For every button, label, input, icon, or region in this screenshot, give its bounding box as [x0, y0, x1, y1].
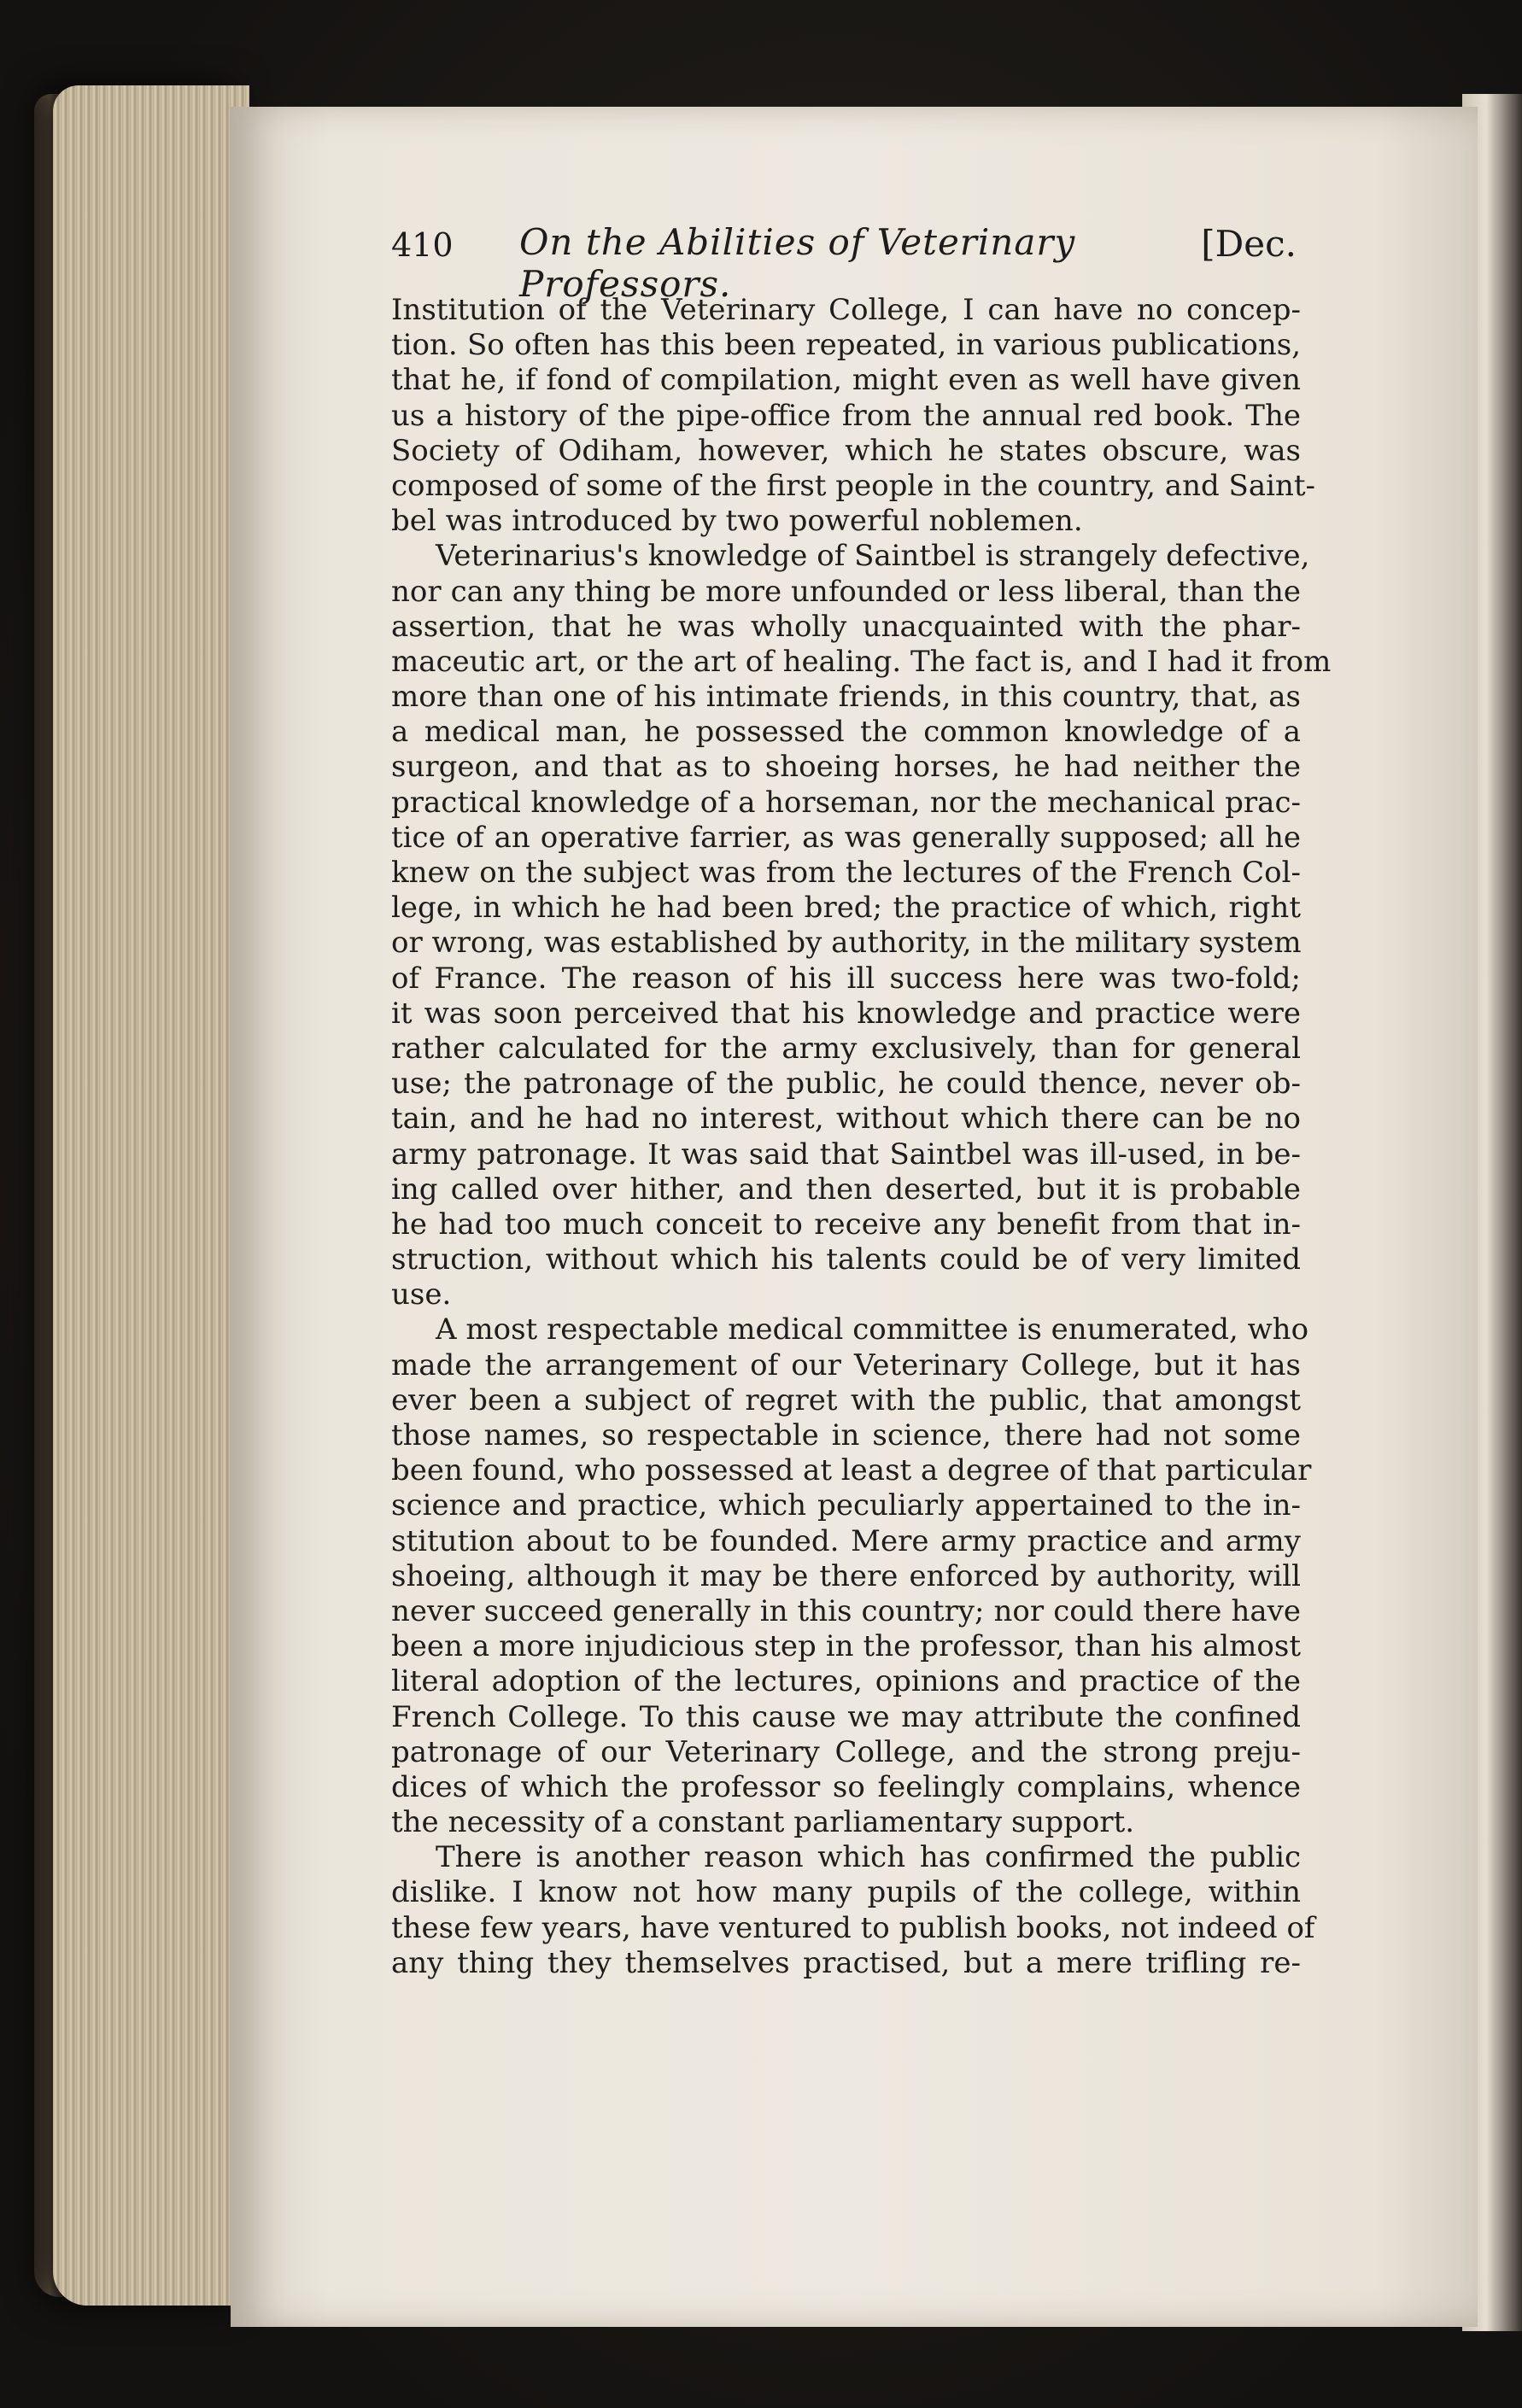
text-line: Society of Odiham, however, which he states obscure, was [391, 433, 1301, 468]
text-line: or wrong, was established by authority, in the military system [391, 926, 1302, 961]
text-line: shoeing, although it may be there enforced by authority, will [391, 1558, 1301, 1593]
text-line: rather calculated for the army exclusively, than for general [391, 1031, 1301, 1066]
text-line: tion. So often has this been repeated, in various publications, [391, 328, 1301, 363]
text-line: army patronage. It was said that Saintbel was ill-used, in be- [391, 1137, 1301, 1172]
text-line: literal adoption of the lectures, opinions and practice of the [391, 1664, 1301, 1699]
body-text [391, 293, 1332, 1981]
text-line: dislike. I know not how many pupils of the college, within [391, 1875, 1301, 1910]
text-line: more than one of his intimate friends, in this country, that, as [391, 680, 1301, 715]
text-line: a medical man, he possessed the common knowledge of a [391, 715, 1301, 750]
text-line: Veterinarius's knowledge of Saintbel is strangely defective, [436, 539, 1310, 574]
text-line: composed of some of the first people in the country, and Saint- [391, 468, 1316, 503]
text-line: been a more injudicious step in the professor, than his almost [391, 1629, 1301, 1664]
text-line: science and practice, which peculiarly appertained to the in- [391, 1488, 1301, 1523]
text-line: us a history of the pipe-office from the annual red book. The [391, 398, 1301, 433]
text-line: been found, who possessed at least a degree of that particular [391, 1453, 1312, 1488]
text-line: There is another reason which has confirmed the public [436, 1840, 1301, 1875]
text-line: surgeon, and that as to shoeing horses, he had neither the [391, 750, 1301, 785]
text-line: those names, so respectable in science, there had not some [391, 1418, 1301, 1452]
text-line: never succeed generally in this country; nor could there have [391, 1593, 1301, 1628]
header-date: [Dec. [1201, 223, 1297, 265]
text-line: made the arrangement of our Veterinary College, but it has [391, 1347, 1301, 1382]
text-line: French College. To this cause we may attribute the confined [391, 1699, 1301, 1734]
running-title: On the Abilities of Veterinary Professors. [519, 221, 1076, 305]
text-line: A most respectable medical committee is enumerated, who [436, 1312, 1309, 1347]
text-line: it was soon perceived that his knowledge and practice were [391, 996, 1301, 1031]
text-line: use; the patronage of the public, he could thence, never ob- [391, 1067, 1301, 1102]
text-line: ing called over hither, and then deserted, but it is probable [391, 1172, 1301, 1207]
text-line: ever been a subject of regret with the public, that amongst [391, 1382, 1301, 1417]
text-line: dices of which the professor so feelingly complains, whence [391, 1769, 1301, 1804]
text-line: maceutic art, or the art of healing. The fact is, and I had it from [391, 644, 1332, 679]
page-block-edges [53, 85, 249, 2306]
text-line: any thing they themselves practised, but a mere trifling re- [391, 1945, 1301, 1980]
text-line: struction, without which his talents could be of very limited [391, 1242, 1301, 1277]
text-line: lege, in which he had been bred; the practice of which, right [391, 891, 1301, 926]
text-line: patronage of our Veterinary College, and the strong preju- [391, 1734, 1301, 1769]
text-line: the necessity of a constant parliamentary support. [391, 1805, 1135, 1840]
text-line: Institution of the Veterinary College, I can have no concep- [391, 293, 1301, 327]
text-line: tain, and he had no interest, without which there can be no [391, 1102, 1301, 1137]
text-line: that he, if fond of compilation, might even as well have given [391, 363, 1301, 398]
page-header [391, 219, 1297, 305]
text-line: use. [391, 1277, 452, 1312]
text-line: stitution about to be founded. Mere army practice and army [391, 1523, 1301, 1558]
text-line: of France. The reason of his ill success here was two-fold; [391, 961, 1301, 996]
book-page [231, 107, 1478, 2327]
text-line: knew on the subject was from the lectures of the French Col- [391, 856, 1301, 890]
text-line: he had too much conceit to receive any benefit from that in- [391, 1207, 1301, 1242]
text-line: tice of an operative farrier, as was generally supposed; all he [391, 820, 1301, 855]
text-line: assertion, that he was wholly unacquainted with the phar- [391, 609, 1301, 644]
text-line: bel was introduced by two powerful noblemen. [391, 504, 1083, 539]
page-number: 410 [391, 226, 454, 264]
text-line: practical knowledge of a horseman, nor the mechanical prac- [391, 785, 1301, 820]
text-line: these few years, have ventured to publish books, not indeed of [391, 1910, 1315, 1945]
text-line: nor can any thing be more unfounded or less liberal, than the [391, 574, 1301, 609]
